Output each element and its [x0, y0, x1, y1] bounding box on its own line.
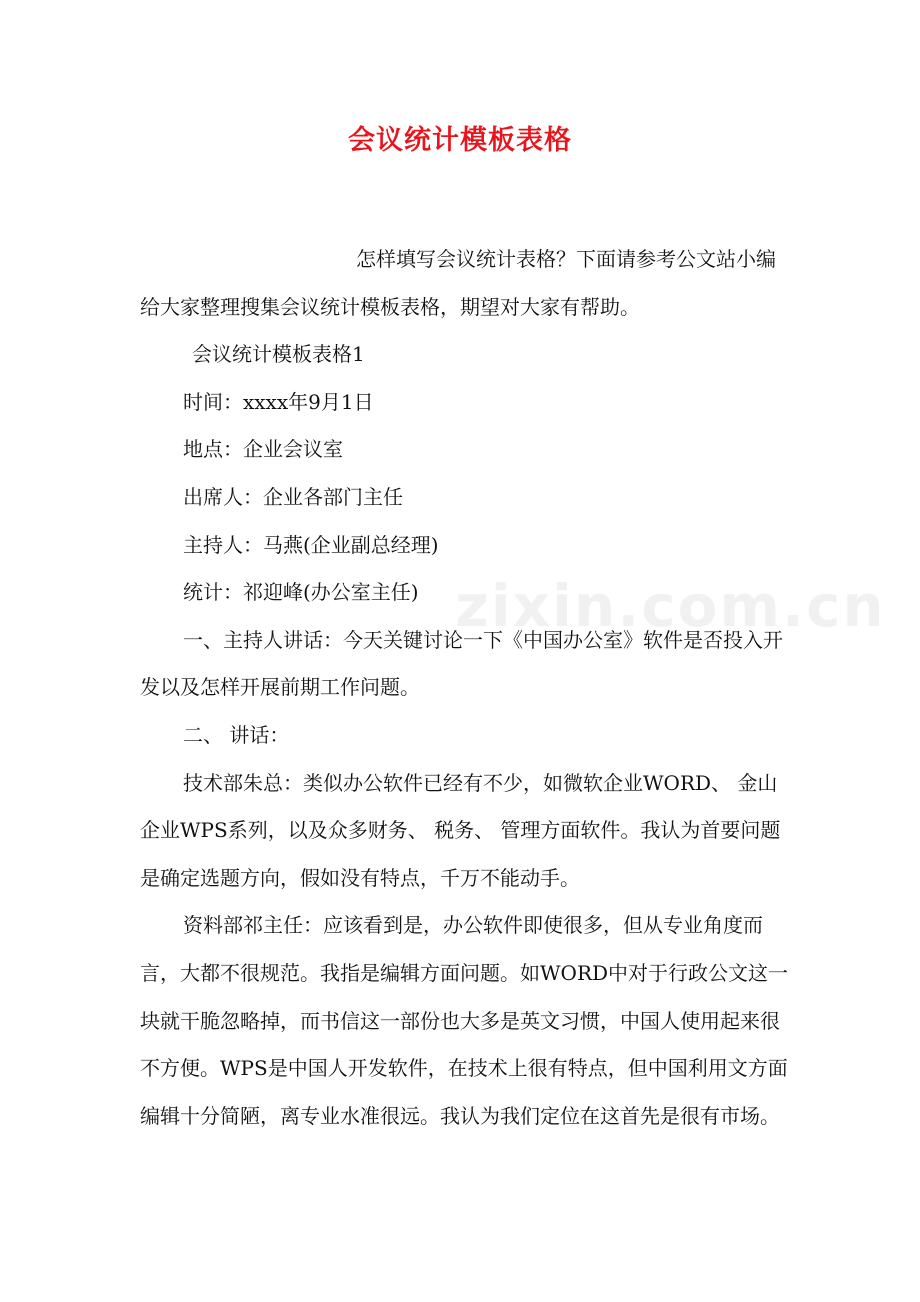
intro-paragraph: 怎样填写会议统计表格？下面请参考公文站小编给大家整理搜集会议统计模板表格，期望对大家有帮助。	[140, 247, 776, 319]
meeting-host: 主持人：马燕(企业副总经理)	[183, 532, 439, 557]
meeting-attendees: 出席人：企业各部门主任	[183, 484, 403, 509]
speech-technical-department: 技术部朱总：类似办公软件已经有不少，如微软企业WORD、 金山企业WPS系列，以及众多财务、 税务、 管理方面软件。我认为首要问题是确定选题方向，假如没有特点，千万不能动手。	[140, 770, 781, 890]
meeting-location: 地点：企业会议室	[183, 437, 343, 462]
speech-data-department: 资料部祁主任：应该看到是，办公软件即使很多，但从专业角度而言，大都不很规范。我指是编辑方面问题。如WORD中对于行政公文这一块就干脆忽略掉，而书信这一部份也大多是英文习惯，中国人使用起来很不方便。WPS是中国人开发软件，在技术上很有特点，但中国利用文方面编辑十分简陋，离专业水准很远。我认为我们定位在这首先是很有市场。	[140, 913, 789, 1128]
meeting-recorder: 统计：祁迎峰(办公室主任)	[183, 580, 419, 605]
agenda-item-two: 二、 讲话：	[183, 722, 290, 747]
document-body	[140, 236, 790, 1140]
document-title: 会议统计模板表格	[348, 125, 572, 156]
watermark-text: zixin.com.cn	[455, 572, 886, 640]
section-subtitle: 会议统计模板表格1	[192, 342, 365, 367]
meeting-time: 时间：xxxx年9月1日	[183, 389, 374, 414]
agenda-item-one: 一、主持人讲话：今天关键讨论一下《中国办公室》软件是否投入开发以及怎样开展前期工作问题。	[140, 627, 783, 700]
